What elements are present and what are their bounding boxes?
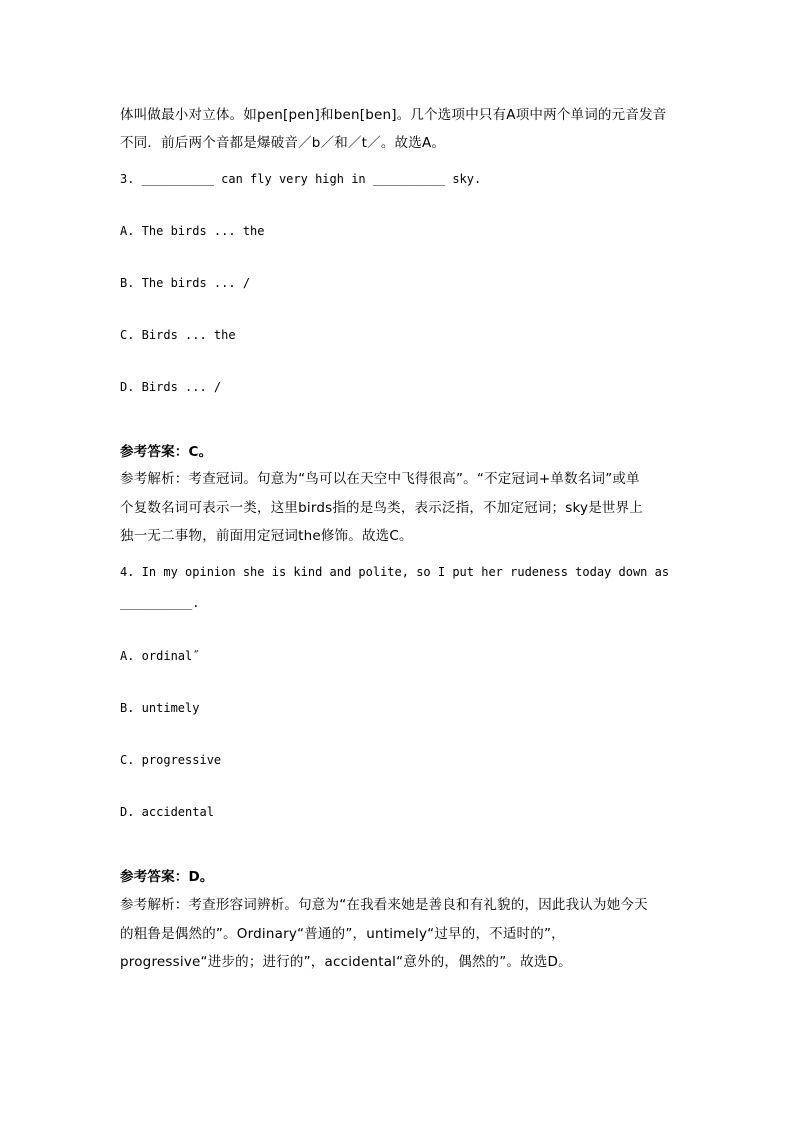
question-3-analysis-line-2: 个复数名词可表示一类，这里birds指的是鸟类，表示泛指，不加定冠词；sky是世界上	[120, 500, 643, 516]
question-4-option-b: B. untimely	[120, 701, 200, 715]
question-3-answer: 参考答案：C。	[120, 444, 213, 460]
question-4-analysis-line-1: 参考解析：考查形容词辨析。句意为“在我看来她是善良和有礼貌的，因此我认为她今天	[120, 897, 648, 913]
question-3-text: 3. __________ can fly very high in __________ sky.	[120, 172, 482, 186]
question-4-option-d: D. accidental	[120, 805, 214, 819]
question-3-option-d: D. Birds ... /	[120, 380, 222, 394]
intro-line-1: 体叫做最小对立体。如pen[pen]和ben[ben]。几个选项中只有A项中两个单词的元音发音	[120, 107, 667, 123]
question-4-option-c: C. progressive	[120, 753, 222, 767]
question-4-text-line-1: 4. In my opinion she is kind and polite, so I put her rudeness today down as	[120, 565, 670, 579]
question-3-option-c: C. Birds ... the	[120, 328, 236, 342]
question-3-analysis-line-1: 参考解析：考查冠词。句意为“鸟可以在天空中飞得很高”。“不定冠词+单数名词”或单	[120, 471, 640, 487]
question-4-text-line-2: __________.	[120, 596, 200, 610]
question-3-option-b: B. The birds ... /	[120, 276, 251, 290]
question-3-option-a: A. The birds ... the	[120, 224, 265, 238]
question-4-analysis-line-3: progressive“进步的；进行的”，accidental“意外的，偶然的”。故选D。	[120, 954, 572, 970]
question-4-answer: 参考答案：D。	[120, 869, 214, 885]
question-3-analysis-line-3: 独一无二事物，前面用定冠词the修饰。故选C。	[120, 528, 413, 544]
question-4-option-a: A. ordinal˝	[120, 649, 200, 663]
intro-line-2: 不同．前后两个音都是爆破音／b／和／t／。故选A。	[120, 135, 446, 151]
question-4-analysis-line-2: 的粗鲁是偶然的”。Ordinary“普通的”，untimely“过早的，不适时的”，	[120, 926, 565, 942]
